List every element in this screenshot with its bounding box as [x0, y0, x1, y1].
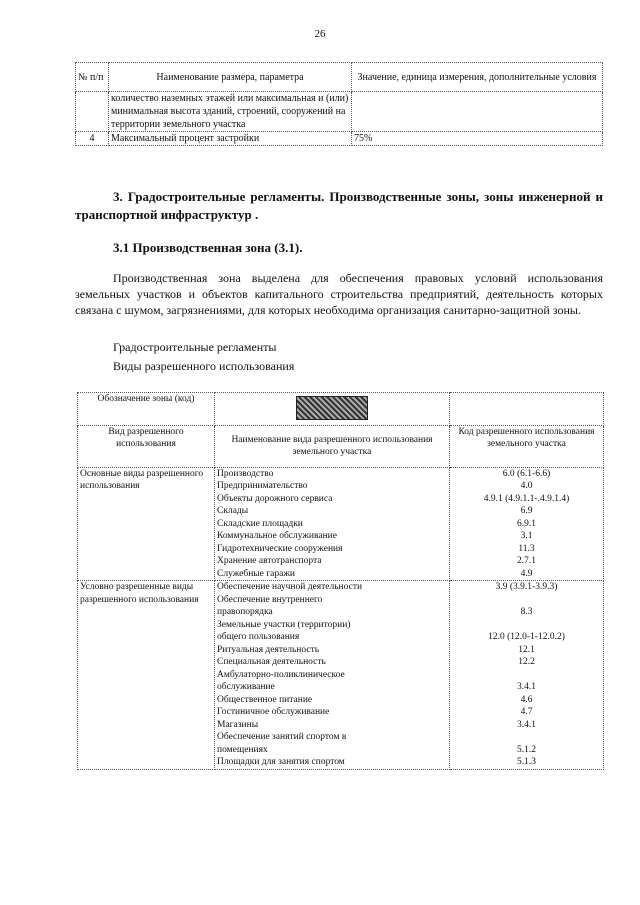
use-name: Магазины	[217, 719, 259, 730]
use-code: 3.1	[520, 531, 533, 541]
use-name: Общественное питание	[217, 694, 313, 705]
col-value-header: Значение, единица измерения, дополнительные условия	[352, 63, 603, 92]
use-code: 6.9.1	[517, 518, 536, 529]
use-name: Производство	[217, 468, 274, 479]
header-name: Наименование вида разрешенного использования земельного участка	[215, 425, 450, 467]
use-code: 12.1	[518, 644, 535, 655]
use-code	[452, 731, 601, 744]
use-name: Служебные гаражи	[217, 568, 295, 579]
use-code	[452, 594, 601, 607]
use-name: Специальная деятельность	[217, 657, 326, 667]
use-code: 3.4.1	[517, 682, 536, 692]
section-heading: 3. Градостроительные регламенты. Производственные зоны, зоны инженерной и транспортной инфраструктур .	[75, 189, 603, 222]
header-code: Код разрешенного использования земельного участка	[450, 425, 604, 467]
use-name: Склады	[217, 506, 249, 516]
use-code: 3.4.1	[517, 719, 536, 730]
use-code: 6.0 (6.1-6.6)	[502, 468, 551, 479]
use-code: 12.0 (12.0-1-12.0.2)	[488, 632, 565, 642]
use-name: Гидротехнические сооружения	[217, 543, 343, 554]
row-name: количество наземных этажей или максимальная и (или) минимальная высота зданий, строений, сооружений на территории земельного участка	[109, 92, 352, 132]
use-name: Объекты дорожного сервиса	[217, 493, 333, 504]
use-code: 4.9.1 (4.9.1.1-.4.9.1.4)	[483, 493, 570, 504]
header-type: Вид разрешенного использования	[78, 425, 215, 467]
use-code: 12.2	[518, 657, 535, 667]
use-code	[452, 669, 601, 682]
parameters-table-header	[76, 63, 603, 92]
use-code: 4.0	[520, 481, 533, 491]
group-codes	[450, 467, 604, 581]
group-conditional	[78, 581, 604, 770]
use-name: Амбулаторно-поликлиническое	[217, 669, 345, 680]
use-name: Обеспечение научной деятельности	[217, 582, 363, 592]
group-codes	[450, 581, 604, 770]
use-name: обслуживание	[217, 682, 275, 692]
col-num-header: № п/п	[76, 63, 109, 92]
zone-code-cell	[215, 393, 450, 426]
group-main	[78, 467, 604, 581]
empty-cell	[450, 393, 604, 426]
use-name: правопорядка	[217, 607, 273, 617]
permitted-uses-table	[77, 392, 604, 770]
use-name: Обеспечение внутреннего	[217, 594, 323, 605]
group-names	[215, 467, 450, 581]
use-code: 5.1.2	[517, 744, 536, 755]
use-code: 4.7	[520, 707, 533, 717]
use-code: 6.9	[520, 506, 533, 516]
parameters-table	[75, 62, 603, 146]
row-value: 75%	[352, 132, 603, 146]
use-code	[452, 619, 601, 632]
row-value	[352, 92, 603, 132]
use-code: 2.7.1	[517, 556, 536, 566]
group-type: Основные виды разрешенного использования	[78, 467, 215, 581]
use-code: 5.1.3	[517, 757, 536, 767]
subsection-heading: 3.1 Производственная зона (3.1).	[113, 240, 303, 255]
use-name: Земельные участки (территории)	[217, 619, 351, 630]
zone-label-cell: Обозначение зоны (код)	[78, 393, 215, 426]
row-num: 4	[76, 132, 109, 146]
use-name: Ритуальная деятельность	[217, 644, 320, 655]
table-row	[76, 132, 603, 146]
col-name-header: Наименование размера, параметра	[109, 63, 352, 92]
use-name: Предпринимательство	[217, 481, 308, 491]
page-number: 26	[314, 28, 326, 40]
row-name: Максимальный процент застройки	[109, 132, 352, 146]
regulations-line: Градостроительные регламенты	[113, 340, 277, 354]
use-code: 8.3	[520, 607, 533, 617]
row-num	[76, 92, 109, 132]
use-code: 4.9	[520, 568, 533, 579]
use-name: помещениях	[217, 744, 268, 755]
zone-code-stamp	[296, 396, 368, 420]
table-row	[76, 92, 603, 132]
use-name: Обеспечение занятий спортом в	[217, 732, 347, 742]
use-code: 11.3	[518, 543, 535, 554]
group-names	[215, 581, 450, 770]
use-name: Площадки для занятия спортом	[217, 757, 345, 767]
permitted-uses-line: Виды разрешенного использования	[113, 359, 295, 373]
use-code: 3.9 (3.9.1-3.9.3)	[495, 582, 558, 592]
use-name: общего пользования	[217, 632, 300, 642]
use-name: Хранение автотранспорта	[217, 556, 322, 566]
use-name: Гостиничное обслуживание	[217, 707, 330, 717]
group-type: Условно разрешенные виды разрешенного использования	[78, 581, 215, 770]
use-code: 4.6	[520, 694, 533, 705]
zone-description-paragraph: Производственная зона выделена для обеспечения правовых условий использования земельных участков и объектов капитального строительства предприятий, деятельность которых связана с шумом, загрязнениями, для которых необходима организация санитарно-защитной зоны.	[75, 271, 603, 317]
use-name: Коммунальное обслуживание	[217, 531, 337, 541]
use-name: Складские площадки	[217, 518, 303, 529]
